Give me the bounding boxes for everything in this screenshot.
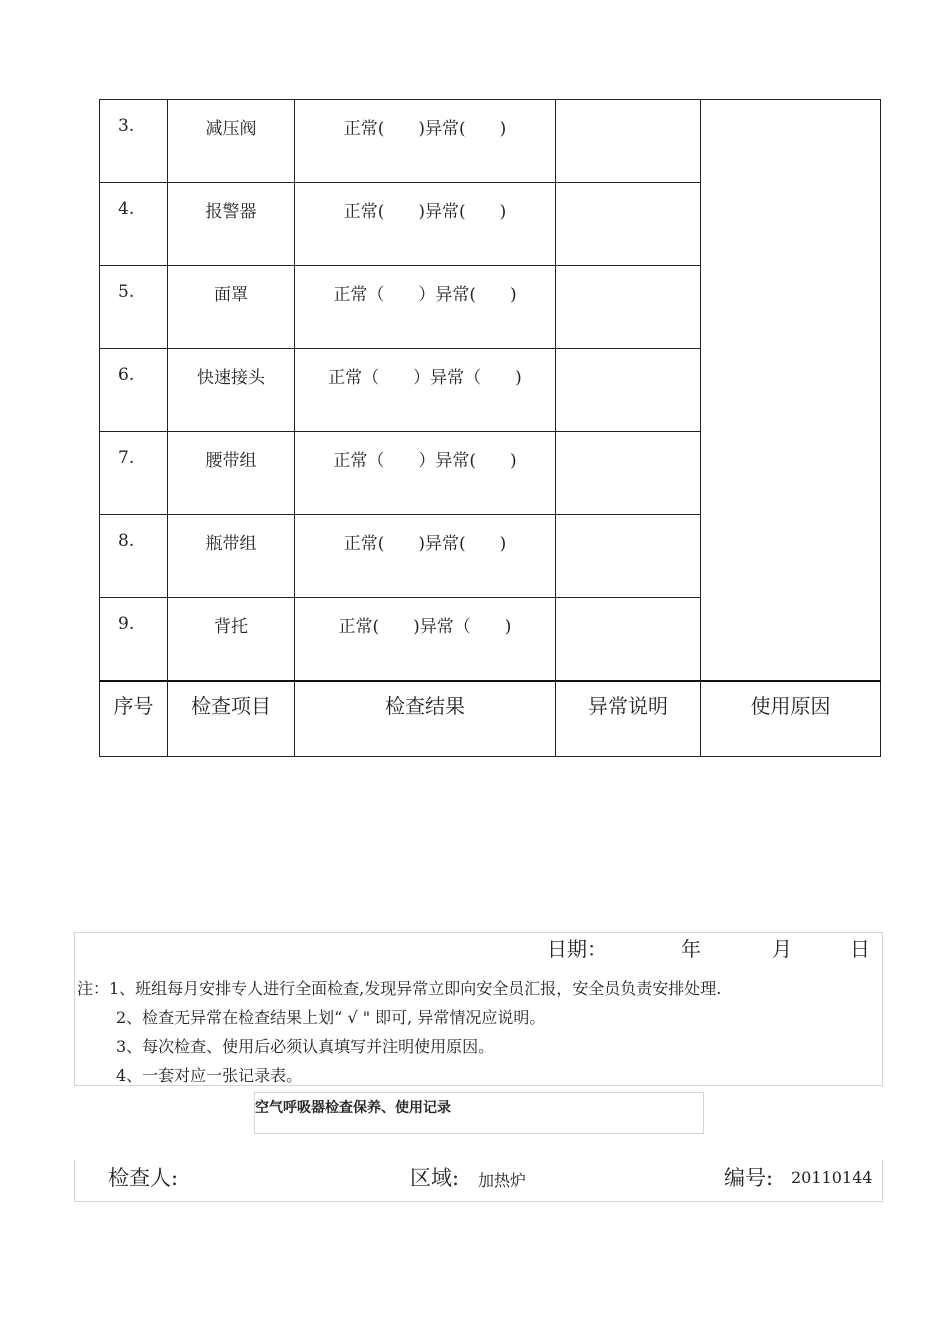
check-result: 正常( )异常( ) xyxy=(295,515,556,598)
check-item: 减压阀 xyxy=(168,100,295,183)
page-title: 空气呼吸器检查保养、使用记录 xyxy=(255,1100,451,1116)
table-header-row xyxy=(100,681,881,757)
date-day: 日 xyxy=(850,937,870,961)
table-row xyxy=(100,100,881,183)
abnormal-remark-cell xyxy=(556,432,701,515)
note-line: 2、检查无异常在检查结果上划“ √ " 即可, 异常情况应说明。 xyxy=(116,1008,546,1027)
check-result: 正常（ ）异常( ) xyxy=(295,266,556,349)
header-check-item: 检查项目 xyxy=(168,681,295,757)
note-line: 注：1、班组每月安排专人进行全面检查,发现异常立即向安全员汇报，安全员负责安排处理. xyxy=(77,979,722,998)
check-item: 报警器 xyxy=(168,183,295,266)
header-abnormal-remark: 异常说明 xyxy=(556,681,701,757)
check-result: 正常（ ）异常( ) xyxy=(295,432,556,515)
abnormal-remark-cell xyxy=(556,100,701,183)
header-check-result: 检查结果 xyxy=(295,681,556,757)
check-item: 面罩 xyxy=(168,266,295,349)
abnormal-remark-cell xyxy=(556,515,701,598)
area-label: 区域: xyxy=(410,1166,460,1190)
date-month: 月 xyxy=(772,937,792,961)
header-usage-reason: 使用原因 xyxy=(701,681,881,757)
number-label: 编号: xyxy=(724,1166,774,1190)
area-value: 加热炉 xyxy=(478,1171,527,1190)
row-number: 6. xyxy=(100,349,168,432)
row-number: 4. xyxy=(100,183,168,266)
row-number: 9. xyxy=(100,598,168,682)
header-number: 序号 xyxy=(100,681,168,757)
abnormal-remark-cell xyxy=(556,183,701,266)
note-line: 3、每次检查、使用后必须认真填写并注明使用原因。 xyxy=(116,1037,495,1056)
note-line: 4、一套对应一张记录表。 xyxy=(116,1066,303,1085)
date-year: 年 xyxy=(681,937,701,961)
row-number: 8. xyxy=(100,515,168,598)
check-item: 背托 xyxy=(168,598,295,682)
usage-reason-cell xyxy=(701,100,881,682)
inspector-label: 检查人: xyxy=(108,1166,179,1190)
date-label: 日期： xyxy=(547,937,607,961)
row-number: 7. xyxy=(100,432,168,515)
check-result: 正常( )异常（ ) xyxy=(295,598,556,682)
abnormal-remark-cell xyxy=(556,598,701,682)
check-result: 正常( )异常( ) xyxy=(295,100,556,183)
check-result: 正常( )异常( ) xyxy=(295,183,556,266)
abnormal-remark-cell xyxy=(556,349,701,432)
number-value: 20110144 xyxy=(791,1168,873,1187)
row-number: 5. xyxy=(100,266,168,349)
row-number: 3. xyxy=(100,100,168,183)
check-result: 正常（ ）异常（ ) xyxy=(295,349,556,432)
check-item: 腰带组 xyxy=(168,432,295,515)
check-item: 快速接头 xyxy=(168,349,295,432)
abnormal-remark-cell xyxy=(556,266,701,349)
check-item: 瓶带组 xyxy=(168,515,295,598)
inspection-table xyxy=(99,99,881,757)
